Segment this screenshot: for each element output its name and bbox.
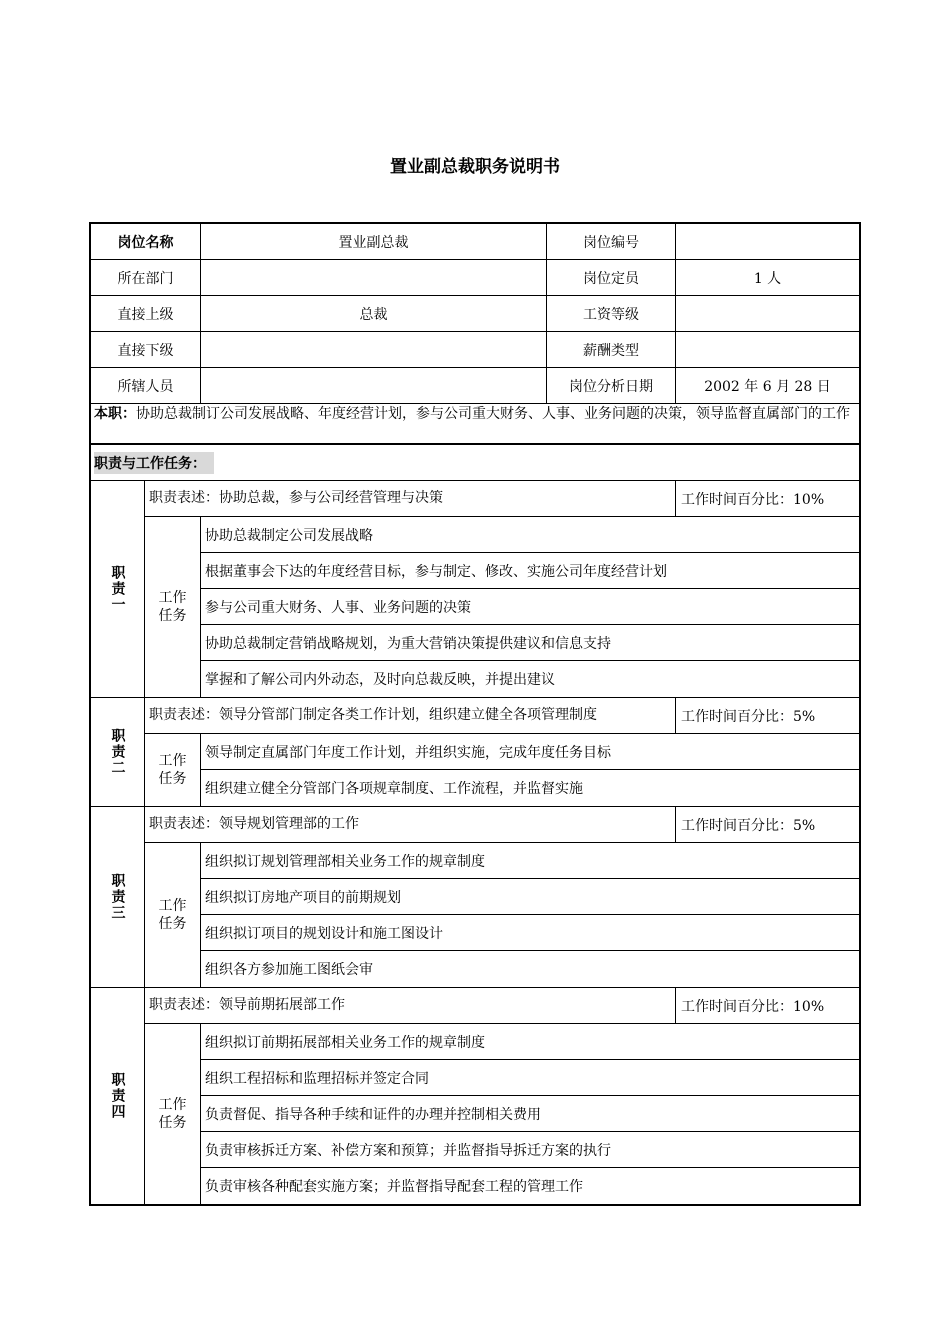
task-item: 组织拟订规划管理部相关业务工作的规章制度 (201, 843, 859, 879)
grade-label: 工资等级 (546, 296, 675, 331)
duty-desc-row (145, 698, 859, 734)
grade-value (675, 296, 859, 331)
job-summary (91, 404, 859, 445)
task-item: 组织建立健全分管部门各项规章制度、工作流程，并监督实施 (205, 781, 583, 797)
post-no-value (675, 224, 859, 259)
pay-type-value (675, 332, 859, 367)
post-no-label: 岗位编号 (546, 224, 675, 259)
task-item: 负责审核各种配套实施方案；并监督指导配套工程的管理工作 (205, 1179, 583, 1195)
task-item: 根据董事会下达的年度经营目标，参与制定、修改、实施公司年度经营计划 (201, 553, 859, 589)
headcount-value: 1 人 (675, 260, 859, 295)
task-list (201, 1024, 859, 1204)
task-item: 领导制定直属部门年度工作计划，并组织实施，完成年度任务目标 (201, 734, 859, 770)
task-item: 负责督促、指导各种手续和证件的办理并控制相关费用 (201, 1096, 859, 1132)
task-list (201, 843, 859, 987)
task-item: 组织工程招标和监理招标并签定合同 (201, 1060, 859, 1096)
task-item: 协助总裁制定公司发展战略 (201, 517, 859, 553)
duty-label: 职责二 (91, 698, 145, 806)
task-label: 工作任务 (145, 734, 201, 806)
summary-label: 本职： (94, 406, 136, 422)
task-label: 工作任务 (145, 517, 201, 697)
duty-tasks (145, 734, 859, 806)
analysis-date-value: 2002 年 6 月 28 日 (675, 368, 859, 403)
duty-desc-row (145, 481, 859, 517)
info-row-subordinate (91, 332, 859, 368)
job-description-table (89, 222, 861, 1206)
task-item: 掌握和了解公司内外动态，及时向总裁反映，并提出建议 (205, 672, 555, 688)
duty-time-percent: 工作时间百分比：5% (681, 708, 816, 725)
summary-text: 协助总裁制订公司发展战略、年度经营计划，参与公司重大财务、人事、业务问题的决策，领导监督直属部门的工作 (136, 406, 850, 422)
duty-time-percent: 工作时间百分比：10% (681, 998, 825, 1015)
duty-description: 职责表述：协助总裁，参与公司经营管理与决策 (145, 481, 676, 516)
headcount-label: 岗位定员 (546, 260, 675, 295)
duties-heading: 职责与工作任务： (94, 452, 214, 474)
duty-block (91, 988, 859, 1204)
info-row-superior (91, 296, 859, 332)
duty-desc-row (145, 807, 859, 843)
duty-body (145, 807, 859, 987)
task-item: 组织拟订前期拓展部相关业务工作的规章制度 (201, 1024, 859, 1060)
duty-label: 职责一 (91, 481, 145, 697)
duty-block (91, 481, 859, 698)
task-item: 参与公司重大财务、人事、业务问题的决策 (201, 589, 859, 625)
document-title: 置业副总裁职务说明书 (390, 157, 560, 177)
superior-value: 总裁 (200, 296, 546, 331)
duty-body (145, 481, 859, 697)
duty-time-percent: 工作时间百分比：5% (681, 817, 816, 834)
task-item: 组织拟订房地产项目的前期规划 (201, 879, 859, 915)
task-list (201, 517, 859, 697)
duty-tasks (145, 843, 859, 987)
duty-desc-row (145, 988, 859, 1024)
duty-label: 职责四 (91, 988, 145, 1204)
dept-value (200, 260, 546, 295)
post-name-value: 置业副总裁 (200, 224, 546, 259)
task-item: 协助总裁制定营销战略规划，为重大营销决策提供建议和信息支持 (201, 625, 859, 661)
info-row-post (91, 224, 859, 260)
task-item: 组织各方参加施工图纸会审 (205, 962, 373, 978)
analysis-date-label: 岗位分析日期 (546, 368, 675, 403)
staff-value (200, 368, 546, 403)
dept-label: 所在部门 (117, 270, 174, 287)
task-item: 组织拟订项目的规划设计和施工图设计 (201, 915, 859, 951)
duty-body (145, 988, 859, 1204)
subordinate-label: 直接下级 (117, 342, 174, 359)
duty-tasks (145, 517, 859, 697)
duties-section (91, 481, 859, 1204)
duty-block (91, 698, 859, 807)
duty-label: 职责三 (91, 807, 145, 987)
staff-label: 所辖人员 (117, 378, 174, 395)
duty-tasks (145, 1024, 859, 1204)
info-row-staff (91, 368, 859, 404)
duty-description: 职责表述：领导规划管理部的工作 (145, 807, 676, 842)
duties-heading-row (91, 445, 859, 481)
duty-description: 职责表述：领导前期拓展部工作 (145, 988, 676, 1023)
duty-body (145, 698, 859, 806)
info-row-dept (91, 260, 859, 296)
post-name-label: 岗位名称 (117, 234, 174, 251)
duty-description: 职责表述：领导分管部门制定各类工作计划，组织建立健全各项管理制度 (145, 698, 676, 733)
task-list (201, 734, 859, 806)
task-item: 负责审核拆迁方案、补偿方案和预算；并监督指导拆迁方案的执行 (201, 1132, 859, 1168)
superior-label: 直接上级 (117, 306, 174, 323)
pay-type-label: 薪酬类型 (546, 332, 675, 367)
duty-time-percent: 工作时间百分比：10% (681, 491, 825, 508)
subordinate-value (200, 332, 546, 367)
task-label: 工作任务 (145, 1024, 201, 1204)
duty-block (91, 807, 859, 988)
task-label: 工作任务 (145, 843, 201, 987)
